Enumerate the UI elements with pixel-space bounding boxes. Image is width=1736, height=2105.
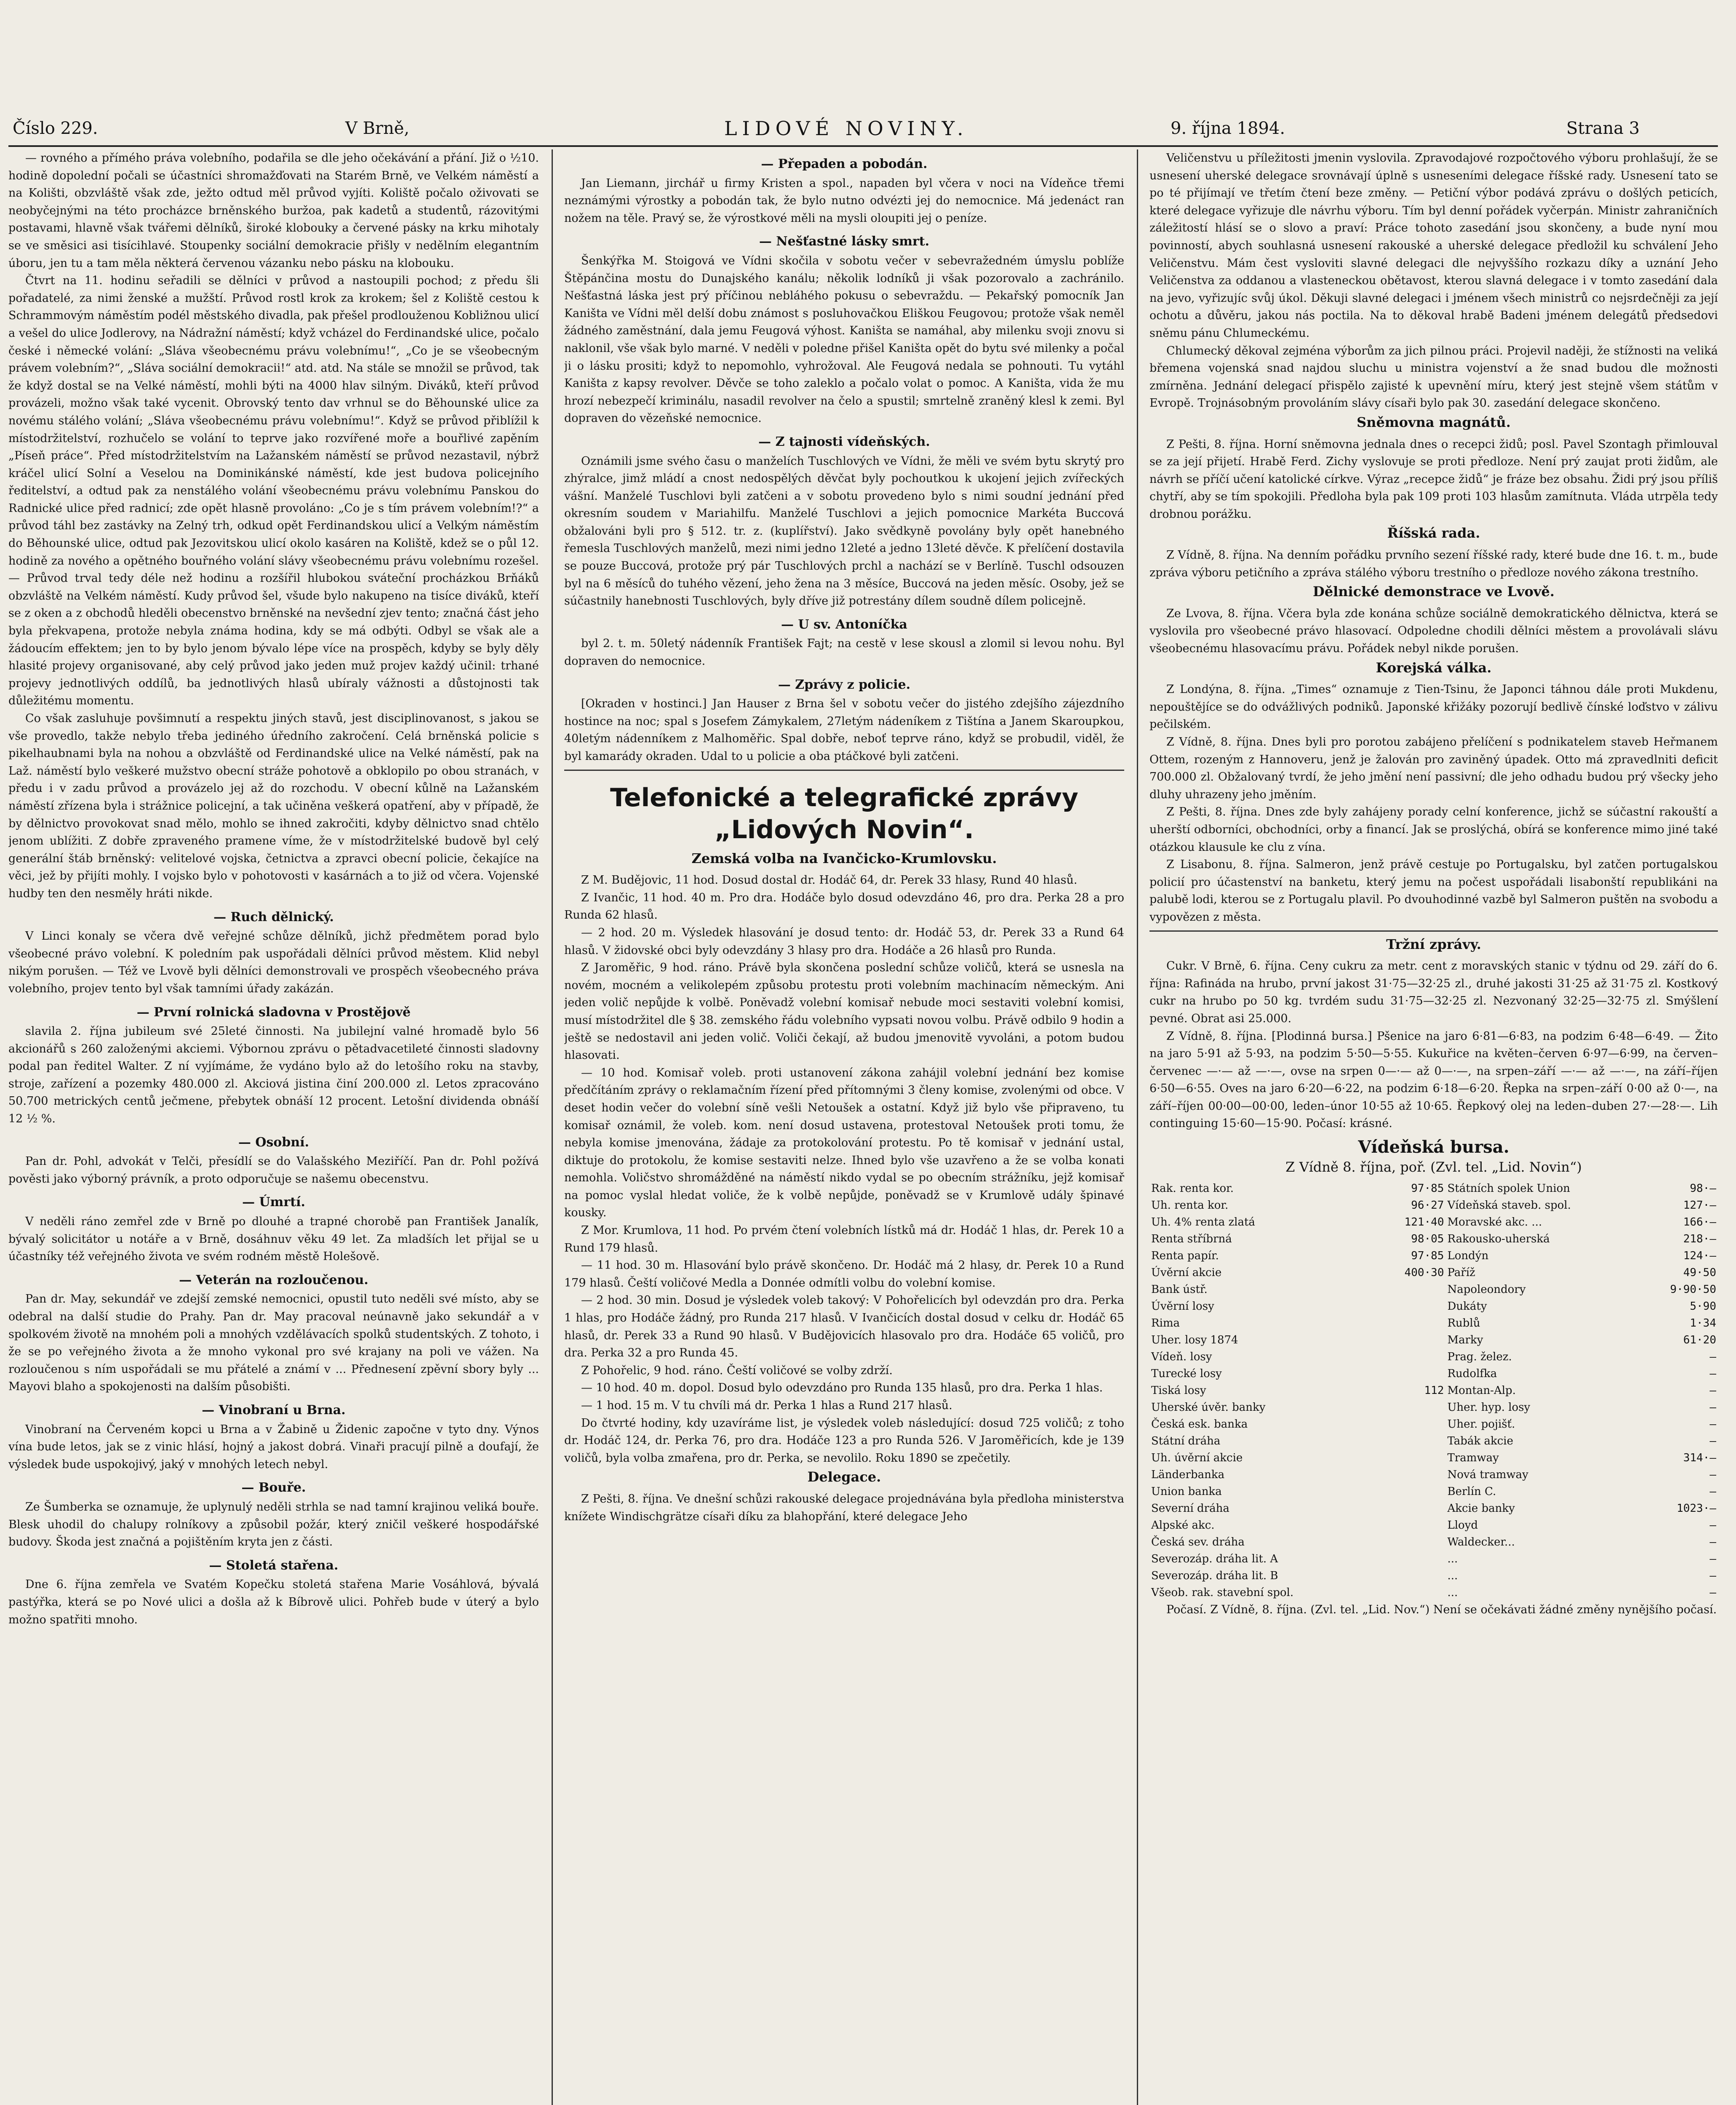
article-paragraph: Z Londýna, 8. října. „Times“ oznamuje z Tien-Tsinu, že Japonci táhnou dále proti Mukdenu, nepouštějíce se do odvážlivých podniků. Japonské křižáky pozorují bedlivě čínské loďstvo v zálivu pečilském. — [1149, 683, 1718, 731]
stock-cell — [1379, 1315, 1445, 1332]
stock-cell: Montan-Alp. — [1447, 1384, 1516, 1397]
stock-cell: 314·— — [1683, 1452, 1716, 1465]
stock-cell — [1374, 1298, 1379, 1315]
article-paragraph: Z Pešti, 8. října. Dnes zde byly zahájeny porady celní konference, jichž se súčastní rakouští a uherští odborníci, obchodníci, orby a financí. Jak se proslýchá, obírá se konference mimo jiné také otázkou klausule ke clu z vína. — [1149, 805, 1718, 854]
stock-row — [1149, 1534, 1718, 1551]
stock-cell: 49·50 — [1683, 1266, 1716, 1279]
stock-cell: Uher. pojišť. — [1447, 1418, 1515, 1431]
article-heading: — První rolnická sladovna v Prostějově — [136, 1005, 411, 1020]
stock-cell — [1379, 1450, 1445, 1466]
article-paragraph: Z Vídně, 8. října. [Plodinná bursa.] Pšenice na jaro 6·81—6·83, na podzim 6·48—6·49. — Žito na jaro 5·91 až 5·93, na podzim 5·50—5·55. Kukuřice na květen–červen 6·97—6·99, na červen–červenec —·— až —·—, ovse na srpen 0—·— až 0—·—, na srpen–září —·— až —·—, na září–říjen 6·50—6·55. Oves na jaro 6·20—6·22, na podzim 6·18—6·20. Řepka na srpen–září 0·00 až 0·—, na září–říjen 00·00—00·00, leden–únor 10·55 až 10·65. Řepkový olej na leden–duben 27·—28·—. Lih continguing 15·60—15·90. Počasí: krásné. — [1149, 1029, 1718, 1130]
column-3 — [1149, 149, 1718, 2105]
stock-cell: Akcie banky — [1447, 1502, 1515, 1515]
stock-cell — [1374, 1348, 1379, 1365]
stock-row — [1149, 1416, 1718, 1433]
stock-cell: 61·20 — [1683, 1334, 1716, 1347]
stock-cell: Rima — [1151, 1317, 1180, 1330]
article-heading: — Osobní. — [238, 1135, 309, 1150]
section-title: Telefonické a telegrafické zprávy „Lidových Novin“. — [610, 783, 1079, 845]
article-heading: — Bouře. — [241, 1480, 306, 1495]
stock-cell: 5·90 — [1690, 1300, 1716, 1313]
stock-cell — [1374, 1466, 1379, 1483]
stock-cell — [1379, 1298, 1445, 1315]
stock-cell — [1374, 1551, 1379, 1567]
stock-row — [1149, 1500, 1718, 1517]
stock-cell: Vídeň. losy — [1151, 1351, 1212, 1364]
article-paragraph: V neděli ráno zemřel zde v Brně po dlouhé a trapné chorobě pan František Janalík, bývalý solicitátor u notáře a v Brně, dosáhnuv věku 49 let. Za mladších let přijal se u účastníky též veřejného života ve svém rodném městě Holešově. — [8, 1215, 539, 1263]
stock-cell: Česká sev. dráha — [1151, 1536, 1245, 1549]
stock-cell: 112 — [1424, 1384, 1444, 1397]
article-paragraph: V Linci konaly se včera dvě veřejné schůze dělníků, jichž předmětem porad bylo všeobecné právo volební. K poledním pak uspořádali dělníci průvod městem. Klid nebyl nikým porušen. — Též ve Lvově byli dělníci demonstrovali ve prospěch všeobecného práva volebního, projev tento byl však tamními úřady zakázán. — [8, 930, 539, 995]
stock-cell — [1374, 1264, 1379, 1281]
column-divider — [1137, 149, 1138, 2105]
stock-cell: — — [1709, 1569, 1716, 1583]
stock-cell: Londýn — [1447, 1250, 1489, 1263]
article-paragraph: — 1 hod. 15 m. V tu chvíli má dr. Perka 1 hlas a Rund 217 hlasů. — [581, 1399, 952, 1412]
article-paragraph: Co však zasluhuje povšimnutí a respektu jiných stavů, jest disciplinovanost, s jakou se vše provedlo, takže nebylo třeba jediného úředního zakročení. Celá brněnská policie s pikelhaubnami byla na nohou a obzvláště od Ferdinandské ulice na Velké náměstí, pak na Laž. náměstí bylo veškeré mužstvo obecní stráže pohotově a obklopilo po obou stranách, v předu i v zadu průvod a provázelo jej až do rozchodu. V obecní kůlně na Lažanském náměstí zřízena byla i strážnice policejní, a tak učiněna veškerá opatření, aby v případě, že by dělnictvo provokovat snad mělo, mohlo se ihned zakročiti, kdyby dělnictvo snad chtělo jenom ublížiti. Z dobře zpraveného pramene víme, že v místodržitelské budově byl celý generální štáb brněnský: velitelové vojska, četnictva a zpravci obecní policie, čekajíce na věci, jež by přijíti mohly. I vojsko bylo v pohotovosti v kasárnách a to již od včera. Vojenské hudby ten den nesměly hráti nikde. — [8, 712, 539, 900]
stock-table — [1149, 1180, 1718, 1601]
stock-cell: — — [1709, 1586, 1716, 1599]
stock-cell: Uherské úvěr. banky — [1151, 1401, 1266, 1414]
stock-cell: Uh. úvěrní akcie — [1151, 1452, 1243, 1465]
stock-cell: Marky — [1447, 1334, 1483, 1347]
stock-cell: Vídeňská staveb. spol. — [1447, 1199, 1571, 1212]
masthead-rule — [8, 145, 1718, 147]
stock-row — [1149, 1348, 1718, 1365]
stock-exchange-block — [1149, 1138, 1718, 1601]
stock-row — [1149, 1567, 1718, 1584]
stock-cell: Uher. losy 1874 — [1151, 1334, 1238, 1347]
article-paragraph: Do čtvrté hodiny, kdy uzavíráme list, je výsledek voleb následující: dosud 725 voličů; z toho dr. Hodáč 124, dr. Perka 76, pro dra. Hodáče 123 a pro Runda 526. V Jaroměřicích, kde je 139 voličů, byla volba zmařena, pro dr. Perka, se nevolilo. Roku 1890 se zpečetily. — [564, 1416, 1124, 1465]
stock-cell: 9·90·50 — [1670, 1283, 1716, 1296]
stock-cell — [1379, 1500, 1445, 1517]
stock-row — [1149, 1231, 1718, 1247]
stock-cell: Union banka — [1151, 1485, 1222, 1498]
stock-cell — [1374, 1534, 1379, 1551]
stock-row — [1149, 1214, 1718, 1231]
stock-cell: — — [1709, 1401, 1716, 1414]
article-paragraph: Z Lisabonu, 8. října. Salmeron, jenž právě cestuje po Portugalsku, byl zatčen portugalskou policií pro účastenství na banketu, který jemu na počest uspořádali lisabonští republikáni na palubě lodi, kterou se z Portugalu plavil. Po dvouhodinné vazbě byl Salmeron puštěn na svobodu a vypovězen z města. — [1149, 858, 1718, 924]
stock-cell: Turecké losy — [1151, 1367, 1222, 1380]
article-paragraph: Ze Šumberka se oznamuje, že uplynulý neděli strhla se nad tamní krajinou veliká bouře. Blesk uhodil do chalupy rolníkovy a způsobil požár, který zničil veškeré hospodářské budovy. Škoda jest značná a pojištěním kryta jen z části. — [8, 1500, 539, 1549]
stock-cell: — — [1709, 1367, 1716, 1380]
stock-row — [1149, 1264, 1718, 1281]
article-paragraph: Z Vídně, 8. října. Na denním pořádku prvního sezení říšské rady, které bude dne 16. t. m., bude zpráva výboru petičního a zpráva stálého výboru trestního o předloze nového zákona trestního. — [1149, 549, 1718, 579]
article-heading: — Přepaden a pobodán. — [761, 157, 928, 171]
stock-cell: 1023·— — [1677, 1502, 1716, 1515]
stock-row — [1149, 1247, 1718, 1264]
stock-row — [1149, 1315, 1718, 1332]
section-heading: Říšská rada. — [1387, 525, 1480, 541]
stock-row — [1149, 1298, 1718, 1315]
stock-cell: Severní dráha — [1151, 1502, 1229, 1515]
article-paragraph: — 2 hod. 20 m. Výsledek hlasování je dosud tento: dr. Hodáč 53, dr. Perek 33 a Rund 64 hlasů. V židovské obci byly odevzdány 3 hlasy pro dra. Hodáče a 26 hlasů pro Runda. — [564, 926, 1124, 957]
stock-cell: 166·— — [1683, 1216, 1716, 1229]
stock-cell: ... — [1447, 1569, 1458, 1583]
article-paragraph: Z Mor. Krumlova, 11 hod. Po prvém čtení volebních lístků má dr. Hodáč 1 hlas, dr. Perek 10 a Rund 179 hlasů. — [564, 1224, 1124, 1255]
article-paragraph: byl 2. t. m. 50letý nádenník František Fajt; na cestě v lese skousl a zlomil si levou nohu. Byl dopraven do nemocnice. — [564, 637, 1124, 668]
stock-cell: Waldecker... — [1447, 1536, 1515, 1549]
stock-cell: Lloyd — [1447, 1519, 1478, 1532]
stock-cell: 97·85 — [1411, 1250, 1444, 1263]
stock-cell: 124·— — [1683, 1250, 1716, 1263]
article-heading: — Nešťastné lásky smrt. — [759, 234, 930, 249]
stock-cell — [1379, 1483, 1445, 1500]
stock-cell: — — [1709, 1485, 1716, 1498]
stock-cell — [1374, 1247, 1379, 1264]
stock-cell: Tabák akcie — [1447, 1435, 1513, 1448]
column-2 — [564, 149, 1124, 2105]
stock-row — [1149, 1551, 1718, 1567]
article-heading: — Ruch dělnický. — [213, 909, 334, 925]
column-1 — [8, 149, 539, 2105]
stock-cell — [1374, 1231, 1379, 1247]
stock-cell: Renta papír. — [1151, 1250, 1219, 1263]
stock-cell: Rak. renta kor. — [1151, 1182, 1234, 1195]
stock-row — [1149, 1433, 1718, 1450]
stock-cell: 400·30 — [1404, 1266, 1444, 1279]
stock-cell: Moravské akc. ... — [1447, 1216, 1542, 1229]
section-heading: Sněmovna magnátů. — [1357, 414, 1511, 430]
article-paragraph: Z Vídně, 8. října. Dnes byli pro porotou zabájeno přelíčení s podnikatelem staveb Heřmanem Ottem, rozeným z Hannoveru, jenž je žalován pro zaviněný úpadek. Otto má zpravedlniti deficit 700.000 zl. Obžalovaný tvrdí, že jeho jmění není passivní; dle jeho odhadu budou prý všecky jeho dluhy uhrazeny jeho jměním. — [1149, 735, 1718, 801]
masthead — [8, 114, 1718, 143]
stock-cell — [1379, 1567, 1445, 1584]
article-paragraph: Dne 6. října zemřela ve Svatém Kopečku stoletá stařena Marie Vosáhlová, bývalá pastýřka, která se po Nové ulici a došla až k Bíbrově ulici. Pohřeb bude v úterý a bylo možno spatřiti mnoho. — [8, 1578, 539, 1626]
stock-cell: 127·— — [1683, 1199, 1716, 1212]
stock-cell — [1374, 1180, 1379, 1197]
stock-row — [1149, 1197, 1718, 1214]
section-heading: Tržní zprávy. — [1386, 936, 1481, 952]
article-heading: — Veterán na rozloučenou. — [179, 1272, 368, 1287]
section-rule — [1149, 930, 1718, 932]
stock-cell: Česká esk. banka — [1151, 1418, 1248, 1431]
stock-cell: — — [1709, 1435, 1716, 1448]
page-number: Strana 3 — [1566, 119, 1640, 138]
article-paragraph: Šenkýřka M. Stoigová ve Vídni skočila v sobotu večer v sebevražedném úmyslu poblíže Štěpánčina mostu do Dunajského kanálu; několik lodníků ji však pozorovalo a zachránilo. Nešťastná láska jest prý příčinou nebláhého pokusu o sebevraždu. — Pekařský pomocník Jan Kaništa ve Vídni měl delší dobu známost s posluhovačkou Eliškou Feugovou; protože však neměl žádného zaměstnání, dala jemu Feugová výhost. Kaništa se namáhal, aby milenku svoji znovu si naklonil, vše však bylo marné. V neděli v poledne přišel Kaništa opět do bytu své milenky a počal ji o lásku prositi; když to nepomohlo, vyhrožoval. Ale Feugová nedala se pohnouti. Tu vytáhl Kaništa z kapsy revolver. Děvče se toho zaleklo a počalo volat o pomoc. A Kaništa, vida že mu hrozí nebezpečí kriminálu, nasadil revolver na čelo a spustil; smrtelně zraněný klesl k zemi. Byl dopraven do vězeňské nemocnice. — [564, 254, 1124, 425]
stock-cell — [1374, 1584, 1379, 1601]
stock-cell — [1374, 1197, 1379, 1214]
section-rule — [564, 770, 1124, 771]
stock-cell — [1379, 1466, 1445, 1483]
stock-cell — [1379, 1399, 1445, 1416]
stock-cell — [1374, 1433, 1379, 1450]
stock-row — [1149, 1584, 1718, 1601]
stock-cell — [1379, 1517, 1445, 1534]
city-label: V Brně, — [345, 119, 410, 138]
stock-cell — [1379, 1433, 1445, 1450]
stock-cell — [1374, 1500, 1379, 1517]
stock-cell: — — [1709, 1536, 1716, 1549]
article-paragraph: slavila 2. října jubileum své 25leté činnosti. Na jubilejní valné hromadě bylo 56 akcionářů s 260 založenými akciemi. Výbornou zprávu o pětadvacetileté činnosti sladovny podal pan ředitel Walter. Z ní vyjímáme, že vydáno bylo až do letošího roku na stavby, stroje, zařízení a pozemky 480.000 zl. Akciová jistina činí 200.000 zl. Letos zpracováno 50.700 metrických centů ječmene, přebytek obnáší 12 procent. Letošní dividenda obnáší 12 ½ %. — [8, 1025, 539, 1126]
stock-cell: Tramway — [1447, 1452, 1499, 1465]
article-heading: — Zprávy z policie. — [778, 677, 911, 692]
stock-subtitle: Z Vídně 8. října, poř. (Zvl. tel. „Lid. Novin“) — [1285, 1159, 1582, 1175]
stock-row — [1149, 1517, 1718, 1534]
stock-cell — [1374, 1332, 1379, 1348]
stock-cell: Úvěrní losy — [1151, 1300, 1214, 1313]
stock-row — [1149, 1281, 1718, 1298]
stock-cell: — — [1709, 1553, 1716, 1566]
stock-cell — [1379, 1348, 1445, 1365]
article-paragraph: Pan dr. May, sekundář ve zdejší zemské nemocnici, opustil tuto neděli své místo, aby se odebral na další studie do Prahy. Pan dr. May pracoval neúnavně jako sekundář a v spolkovém životě na mnohém poli a mnohých vzdělávacích spolků studentských. Z tohoto, i že se po veřejného života a že mnoho vykonal pro své krajany na poli ve vážen. Na rozloučenou s ním uspořádali se mu přátelé a známí v ... Přednesení zpěvní sbory byly ... Mayovi blaho a spokojenosti na dalším působišti. — [8, 1292, 539, 1394]
section-heading: Delegace. — [807, 1469, 881, 1485]
stock-cell — [1379, 1534, 1445, 1551]
article-paragraph: — 10 hod. Komisař voleb. proti ustanovení zákona zahájil volební jednání bez komise předčítáním zprávy o reklamačním řízení před přítomnými 3 členy komise, zvolenými od obce. V deset hodin večer do volební síně vešli Netoušek a ostatní. Když již bylo vše připraveno, tu komisař oznámil, že voleb. kom. není dosud ustavena, protestoval Netoušek proti tomu, že nebyla komise jmenována, žádaje za protokolování protestu. Po tě komisař v jednání ustal, diktuje do protokolu, že komise sestaviti nelze. Ihned bylo vše uzavřeno a že se volba konati nemohla. Voličstvo shromážděné na náměstí nikdo vydal se po obecním strážníku, jejž komisař na pomoc vyslal hledat voliče, že k volbě nepůjde, poněvadž se v Krumlově udály špinavé kousky. — [564, 1066, 1124, 1220]
article-paragraph: — 11 hod. 30 m. Hlasování bylo právě skončeno. Dr. Hodáč má 2 hlasy, dr. Perek 10 a Rund 179 hlasů. Čeští voličové Medla a Donnée odmítli volbu do volební komise. — [564, 1259, 1124, 1290]
stock-cell — [1374, 1315, 1379, 1332]
stock-cell — [1374, 1382, 1379, 1399]
stock-cell: 121·40 — [1404, 1216, 1444, 1229]
article-paragraph: Cukr. V Brně, 6. října. Ceny cukru za metr. cent z moravských stanic v týdnu od 29. září do 6. října: Rafináda na hrubo, první jakost 31·75—32·25 zl., druhé jakosti 31·25 až 31·75 zl. Kostkový cukr na hrubo po 50 kg. tvrdém sudu 31·75—32·25 zl. Nezvonaný 32·25—32·75 zl. Smýšlení pevné. Obrat asi 25.000. — [1149, 959, 1718, 1025]
stock-cell: 218·— — [1683, 1233, 1716, 1246]
stock-cell: Státních spolek Union — [1447, 1182, 1571, 1195]
section-heading: Dělnické demonstrace ve Lvově. — [1312, 584, 1555, 600]
article-heading: — Z tajnosti vídeňských. — [758, 434, 930, 449]
stock-cell: Prag. želez. — [1447, 1351, 1512, 1364]
stock-cell — [1374, 1281, 1379, 1298]
stock-cell — [1379, 1281, 1445, 1298]
stock-cell: Uher. hyp. losy — [1447, 1401, 1531, 1414]
issue-date: 9. října 1894. — [1171, 119, 1285, 138]
stock-cell: Rublů — [1447, 1317, 1480, 1330]
stock-row — [1149, 1382, 1718, 1399]
stock-cell: — — [1709, 1384, 1716, 1397]
article-paragraph: Z M. Budějovic, 11 hod. Dosud dostal dr. Hodáč 64, dr. Perek 33 hlasy, Rund 40 hlasů. — [581, 874, 1077, 887]
weather-note: Počasí. Z Vídně, 8. října. (Zvl. tel. „Lid. Nov.“) Není se očekávati žádné změny nynějšího počasí. — [1166, 1603, 1717, 1617]
stock-cell: 98·— — [1690, 1182, 1716, 1195]
stock-cell: — — [1709, 1418, 1716, 1431]
stock-cell: Severozáp. dráha lit. A — [1151, 1553, 1278, 1566]
article-heading: — Stoletá stařena. — [209, 1558, 339, 1573]
stock-cell: Napoleondory — [1447, 1283, 1526, 1296]
section-heading: Korejská válka. — [1376, 659, 1492, 676]
newspaper-page — [8, 0, 1722, 2105]
article-paragraph: Z Jaroměřic, 9 hod. ráno. Právě byla skončena poslední schůze voličů, která se usnesla na novém, mocném a velikolepém způsobu protestu proti volebním machinacím německým. Ani jeden volič nepůjde k volbě. Poněvadž volební komisař nebude moci sestaviti volební komisi, musí místodržitel dle § 38. zemského řádu volebního vypsati novou volbu. Právě odbilo 9 hodin a ještě se nedostavil ani jeden volič. Voliči čekají, až budou jmenovitě vyvoláni, a potom budou hlasovati. — [564, 961, 1124, 1062]
stock-cell — [1379, 1365, 1445, 1382]
article-paragraph: — 10 hod. 40 m. dopol. Dosud bylo odevzdáno pro Runda 135 hlasů, pro dra. Perka 1 hlas. — [581, 1381, 1103, 1395]
stock-cell: Všeob. rak. stavební spol. — [1151, 1586, 1294, 1599]
article-heading: — U sv. Antoníčka — [781, 617, 907, 632]
stock-cell: ... — [1447, 1553, 1458, 1566]
stock-title: Vídeňská bursa. — [1358, 1137, 1509, 1157]
article-paragraph: Z Pešti, 8. října. Ve dnešní schůzi rakouské delegace projednávána byla předloha ministerstva knížete Windischgrätze císaři díku za blahopřání, které delegace Jeho — [564, 1492, 1124, 1523]
stock-cell — [1374, 1416, 1379, 1433]
article-paragraph: [Okraden v hostinci.] Jan Hauser z Brna šel v sobotu večer do jistého zdejšího zájezdního hostince na noc; spal s Josefem Zámykalem, 27letým nádeníkem z Tištína a Janem Skaroupkou, 40letým nádenníkem z Malhoměřic. Spal dobře, neboť teprve ráno, když se probudil, viděl, že byl kamarády okraden. Udal to u policie a oba ptáčkové byli zatčeni. — [564, 697, 1124, 763]
stock-cell: Bank ústř. — [1151, 1283, 1208, 1296]
article-paragraph: Z Pešti, 8. října. Horní sněmovna jednala dnes o recepci židů; posl. Pavel Szontagh přimlouval se za její přijetí. Hrabě Ferd. Zichy vyslovuje se proti předloze. Není prý zaujat proti židům, ale návrh se příčí učení katolické církve. Výraz „recepce židů“ je fráze bez obsahu. Židi prý jsou příliš chytří, aby se tím spokojili. Předloha byla pak 109 proti 103 hlasům zamítnuta. Vláda utrpěla tedy drobnou porážku. — [1149, 437, 1718, 521]
stock-cell: Alpské akc. — [1151, 1519, 1215, 1532]
stock-cell — [1379, 1416, 1445, 1433]
stock-cell — [1374, 1399, 1379, 1416]
issue-number: Číslo 229. — [13, 119, 98, 138]
stock-cell: Uh. 4% renta zlatá — [1151, 1216, 1255, 1229]
stock-cell: Renta stříbrná — [1151, 1233, 1232, 1246]
article-paragraph: Z Pohořelic, 9 hod. ráno. Čeští voličové se volby zdrží. — [581, 1364, 893, 1377]
article-paragraph: Veličenstvu u příležitosti jmenin vyslovila. Zpravodajové rozpočtového výboru prohlašují, že se usnesení uherské delegace srovnávají úplně s usneseními delegace říšské rady. Usnesení tato se po té přijímají ve třetím čtení beze změny. — Petiční výbor podává zprávu o došlých peticích, které delegace vyřizuje dle návrhu výboru. Tím byl denní pořádek vyčerpán. Ministr zahraničních záležitostí hlásí se o slovo a praví: Práce tohoto zasedání jsou skončeny, a bude nyní mou povinností, abych souhlasná usnesení rakouské a uherské delegace předložil ku schválení Jeho Veličenstvu. Mám čest vysloviti slavné delegaci dle nejvyššího rozkazu díky a uznání Jeho Veličenstva za oddanou a vlasteneckou obětavost, kterou slavná delegace i v tomto zasedání dala na jevo, vyřizujíc svůj úkol. Děkuji slavné delegaci i jménem všech ministrů co nejsrdečněji za její ochotu a důvěru, jakou nás poctila. Na to děkoval hrabě Badeni jménem delegátů předsedovi sněmu pánu Chlumeckému. — [1149, 152, 1718, 340]
stock-cell: Rudolfka — [1447, 1367, 1497, 1380]
stock-row — [1149, 1399, 1718, 1416]
stock-cell — [1374, 1483, 1379, 1500]
stock-row — [1149, 1450, 1718, 1466]
stock-cell — [1374, 1450, 1379, 1466]
article-paragraph: Z Ivančic, 11 hod. 40 m. Pro dra. Hodáče bylo dosud odevzdáno 46, pro dra. Perka 28 a pro Runda 62 hlasů. — [564, 891, 1124, 922]
stock-cell: — — [1709, 1468, 1716, 1481]
stock-cell — [1374, 1567, 1379, 1584]
column-divider — [552, 149, 553, 2105]
stock-cell: — — [1709, 1519, 1716, 1532]
stock-cell: 96·27 — [1411, 1199, 1444, 1212]
stock-cell — [1379, 1551, 1445, 1567]
stock-cell: Tiská losy — [1151, 1384, 1206, 1397]
stock-cell — [1374, 1214, 1379, 1231]
article-paragraph: — 2 hod. 30 min. Dosud je výsledek voleb takový: V Pohořelicích byl odevzdán pro dra. Perka 1 hlas, pro Hodáče žádný, pro Runda 217 hlasů. V Ivančicích dostal dosud v celku dr. Hodáč 65 hlasů, dr. Perek 33 a Rund 90 hlasů. V Budějovicích hlasovalo pro dra. Hodáče 65 voličů, pro dra. Perka 32 a pro Runda 45. — [564, 1294, 1124, 1360]
stock-cell: Uh. renta kor. — [1151, 1199, 1229, 1212]
stock-cell — [1379, 1584, 1445, 1601]
stock-cell: Dukáty — [1447, 1300, 1487, 1313]
article-heading: — Vinobraní u Brna. — [202, 1402, 346, 1418]
stock-row — [1149, 1483, 1718, 1500]
article-paragraph: — rovného a přímého práva volebního, podařila se dle jeho očekávání a přání. Již o ½10. hodině dopolední počali se účastníci shromažďovati na Starém Brně, ve Velkém náměstí a na Kolišti, obzvláště však zde, ježto odtud měl průvod vyjíti. Koliště počalo oživovati se neobyčejnými na této procházce brněnského buržoa, pak kadetů a studentů, rázovitými postavami, hlavně však tvářemi dělníků, široké klobouky a červené pásky na krku mihotaly se ve směsici asi tisícihlavé. Stoupenky sociální demokracie přišly v nedělním elegantním úboru, jen tu a tam měla některá červenou vázanku nebo pásku na klobouku. — [8, 152, 539, 270]
article-paragraph: Jan Liemann, jirchář u firmy Kristen a spol., napaden byl včera v noci na Vídeňce třemi neznámými výrostky a pobodán tak, že bylo nutno odvézti jej do nemocnice. Má jedenáct ran nožem na těle. Pravý se, že výrostkové měli na mysli oloupiti jej o peníze. — [564, 176, 1124, 225]
stock-cell: 98·05 — [1411, 1233, 1444, 1246]
stock-row — [1149, 1332, 1718, 1348]
stock-cell: — — [1709, 1351, 1716, 1364]
stock-cell: 1·34 — [1690, 1317, 1716, 1330]
article-heading: — Úmrtí. — [242, 1195, 305, 1210]
stock-cell — [1374, 1517, 1379, 1534]
stock-cell: ... — [1447, 1586, 1458, 1599]
stock-cell: Paříž — [1447, 1266, 1475, 1279]
stock-cell — [1379, 1332, 1445, 1348]
stock-row — [1149, 1365, 1718, 1382]
stock-cell: Länderbanka — [1151, 1468, 1225, 1481]
article-paragraph: Ze Lvova, 8. října. Včera byla zde konána schůze sociálně demokratického dělnictva, která se vyslovila pro všeobecné právo hlasovací. Odpoledne chodili dělníci městem a provolávali slávu všeobecnému hlasovacímu právu. Pořádek nebyl nikde porušen. — [1149, 607, 1718, 655]
article-paragraph: Chlumecký děkoval zejména výborům za jich pilnou práci. Projevil naději, že stížnosti na veliká břemena vojenská snad najdou sluchu u ministra vojenství a že snad budou dle možnosti zmírněna. Jednání delegací přispělo zajisté k upevnění míru, který jest stejně všem státům v Evropě. Trojnásobným provoláním slávy císaři bylo pak 30. zasedání delegace skončeno. — [1149, 344, 1718, 410]
article-paragraph: Pan dr. Pohl, advokát v Telči, přesídlí se do Valašského Meziříčí. Pan dr. Pohl požívá pověsti jako výborný právník, a proto odporučuje se našemu obecenstvu. — [8, 1155, 539, 1186]
stock-cell: Nová tramway — [1447, 1468, 1528, 1481]
stock-cell: 97·85 — [1411, 1182, 1444, 1195]
article-paragraph: Oznámili jsme svého času o manželích Tuschlových ve Vídni, že měli ve svém bytu skrytý pro zhýralce, jimž mládí a cnost nedospělých děvčat byly pochoutkou k ukojení jejich zvířeckých vášní. Manželé Tuschlovi byli zatčeni a v sobotu provedeno bylo s nimi soudní jednání před okresním soudem v Mariahilfu. Manželé Tuschlovi a jejich pomocnice Markéta Buccová obžalováni byli pro § 512. tr. z. (kuplířství). Jako svědkyně povolány byly opět hanebného řemesla Tuschlových manželů, mezi nimi jedno 12leté a jedno 13leté děvče. K přelíčení dostavila se pouze Buccová, protože prý pár Tuschlových prchl a nachází se v Berlíně. Tuschl odsouzen byl na 6 měsíců do tuhého vězení, jeho žena na 3 měsíce, Buccová na jeden měsíc. Osoby, jež se súčastnily hanebnosti Tuschlových, byly dříve již potrestány dílem soudně dílem policejně. — [564, 454, 1124, 608]
stock-cell: Berlín C. — [1447, 1485, 1496, 1498]
stock-cell — [1374, 1365, 1379, 1382]
stock-cell: Rakousko-uherská — [1447, 1233, 1550, 1246]
section-heading: Zemská volba na Ivančicko-Krumlovsku. — [691, 850, 997, 866]
stock-row — [1149, 1466, 1718, 1483]
stock-cell: Státní dráha — [1151, 1435, 1221, 1448]
article-paragraph: Čtvrt na 11. hodinu seřadili se dělníci v průvod a nastoupili pochod; z předu šli pořadatelé, za nimi ženské a mužští. Průvod rostl krok za krokem; šel z Koliště cestou k Schrammovým náměstím podél městského divadla, pak přešel prodlouženou Kobližnou ulicí a vešel do ulice Jodlerovy, na Nádražní náměstí; když vcházel do Ferdinandské ulice, počalo české i německé volání: „Sláva všeobecnému právu volebnímu!“, „Co je se všeobecným právem volebním?“, „Sláva sociální demokracii!“ atd. atd. Na stále se množil se průvod, tak že když dostal se na Velké náměstí, mohli býti na 4000 hlav silným. Diváků, kteří průvod provázeli, možno však také vycenit. Obrovský tento dav vrhnul se do Běhounské ulice za novému stálého volání; „Sláva všeobecnému právu volebnímu!“. Když se průvod přiblížil k místodržitelství, rozhučelo se volání to teprve jako rozvířené moře a bouřlivé zapěním „Píseň práce“. Před místodržitelstvím na Lažanském náměstí se průvod nezastavil, nýbrž kráčel ulicí Solní a Veselou na Dominikánské náměstí, kde jest budova policejního ředitelství, a odtud pak za nenstálého volání všeobecnému právu volebnímu Panskou do Radnické ulice před radnicí; zde opět hlasně provoláno: „Co je s tím právem volebním!?“ a průvod táhl bez zastávky na Zelný trh, odkud opět Ferdinandskou ulicí a Velkým náměstím do Běhounské ulice, odtud pak Jezovitskou ulicí okolo kasáren na Koliště, kdež se o půl 12. hodině za nového a opětného bouřného volání slávy všeobecnému právu volebnímu rozešel. — Průvod trval tedy déle než hodinu a rozšířil hlubokou sváteční procházkou Brňáků obzvláště na Velkém náměstí. Kudy průvod šel, všude bylo nakupeno na tisíce diváků, kteří se z oken a z obchodů hleděli obecenstvo brněnské na nevšední zjev tento; značná část jeho byla překvapena, protože nebyla známa hodina, kdy se má odbýti. Odbyl se však ale a žádoucím effektem; jen to by bylo jenom bývalo lépe více na prospěch, kdyby se byly děly hlasité projevy organisované, aby celý průvod jako jeden muž projev každý učinil: trhané projevy jednotlivých oddílů, ba jednotlivých hlasů ubíraly vážnosti a důstojnosti tak důležitému momentu. — [8, 274, 539, 708]
stock-cell: Severozáp. dráha lit. B — [1151, 1569, 1278, 1583]
newspaper-title: LIDOVÉ NOVINY. — [724, 117, 968, 140]
stock-row — [1149, 1180, 1718, 1197]
stock-cell: Úvěrní akcie — [1151, 1266, 1222, 1279]
article-paragraph: Vinobraní na Červeném kopci u Brna a v Žabině u Židenic započne v tyto dny. Výnos vína bude letos, jak se z vinic hlásí, hojný a jakost dobrá. Vinaři pracují pilně a doufají, že výsledek bude uspokojivý, jaký v mnohých letech nebyl. — [8, 1423, 539, 1471]
